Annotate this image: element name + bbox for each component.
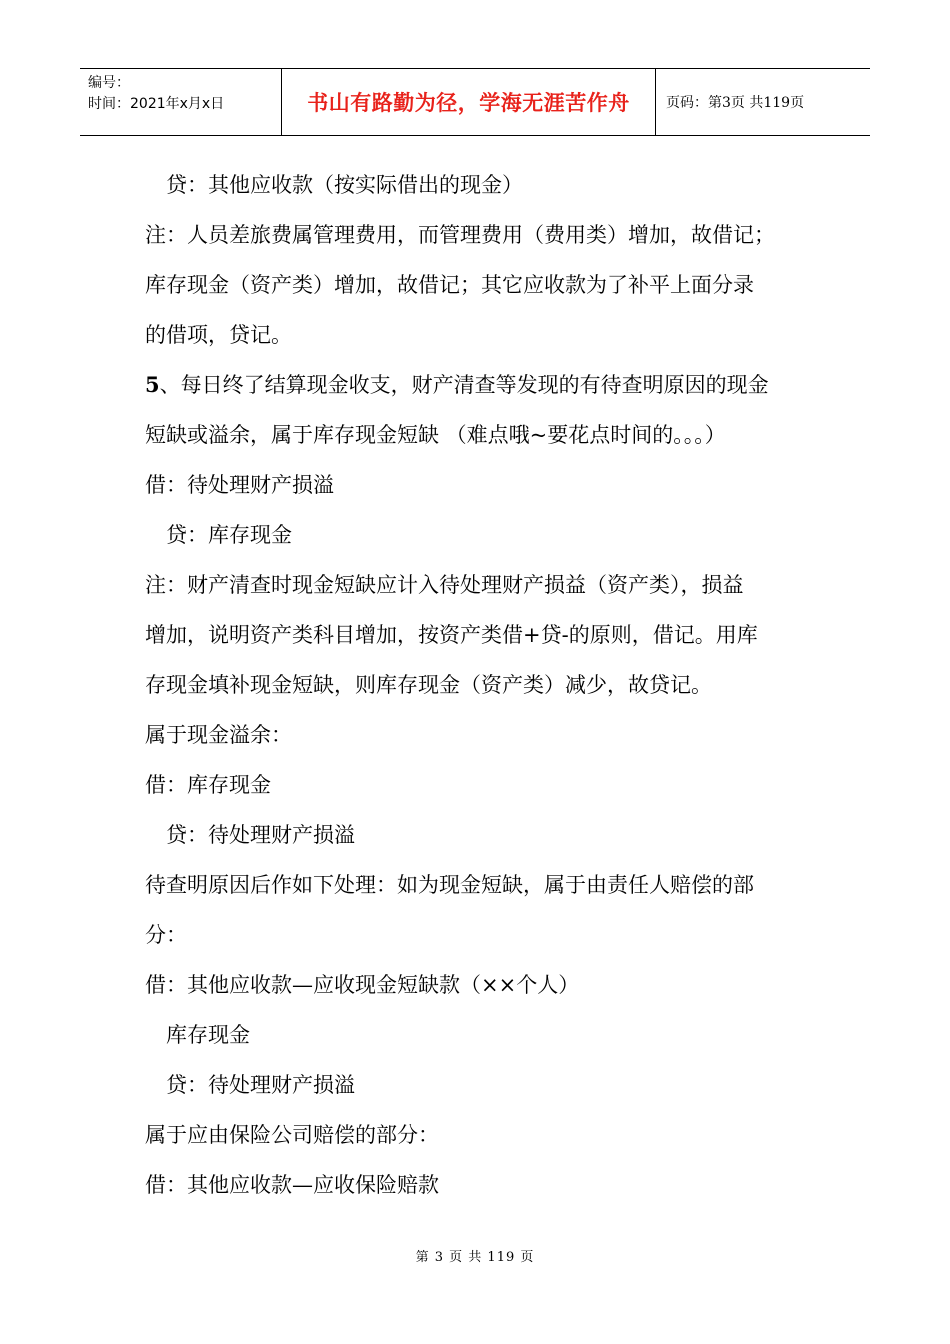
body-line: 贷：待处理财产损溢	[166, 1073, 355, 1097]
header-motto: 书山有路勤为径，学海无涯苦作舟	[282, 69, 656, 135]
document-body	[145, 160, 825, 1210]
header-meta	[80, 69, 282, 135]
body-line: 库存现金（资产类）增加，故借记；其它应收款为了补平上面分录	[145, 273, 754, 297]
item-number: 5	[145, 372, 160, 397]
body-line: 贷：待处理财产损溢	[166, 823, 355, 847]
body-line: 增加，说明资产类科目增加，按资产类借+贷-的原则，借记。用库	[145, 623, 758, 647]
body-line: 分：	[145, 923, 187, 947]
body-line: 属于现金溢余：	[145, 723, 292, 747]
body-line: 存现金填补现金短缺，则库存现金（资产类）减少，故贷记。	[145, 673, 712, 697]
body-line: 短缺或溢余，属于库存现金短缺 （难点哦~要花点时间的。。。）	[145, 423, 726, 447]
body-line: 注：人员差旅费属管理费用，而管理费用（费用类）增加，故借记；	[145, 223, 775, 247]
page-footer: 第 3 页 共 119 页	[415, 1250, 535, 1265]
date-text: 时间：2021年x月x日	[88, 96, 225, 112]
body-line: 贷：库存现金	[166, 523, 292, 547]
body-line: 借：库存现金	[145, 773, 271, 797]
body-line: 借：其他应收款—应收现金短缺款（××个人）	[145, 973, 580, 997]
body-line	[145, 360, 825, 410]
body-line: 属于应由保险公司赔偿的部分：	[145, 1123, 439, 1147]
body-line: 注：财产清查时现金短缺应计入待处理财产损益（资产类），损益	[145, 573, 744, 597]
code-label: 编号：	[88, 75, 130, 91]
body-line: 借：其他应收款—应收保险赔款	[145, 1173, 439, 1197]
body-line: 待查明原因后作如下处理：如为现金短缺，属于由责任人赔偿的部	[145, 873, 754, 897]
header-page-info: 页码：第3页 共119页	[666, 95, 805, 111]
body-line-text: 、每日终了结算现金收支，财产清查等发现的有待查明原因的现金	[159, 373, 769, 397]
body-line: 库存现金	[166, 1023, 250, 1047]
body-line: 借：待处理财产损溢	[145, 473, 334, 497]
body-line: 贷：其他应收款（按实际借出的现金）	[166, 173, 523, 197]
page-header	[80, 68, 870, 136]
body-line: 的借项，贷记。	[145, 323, 292, 347]
